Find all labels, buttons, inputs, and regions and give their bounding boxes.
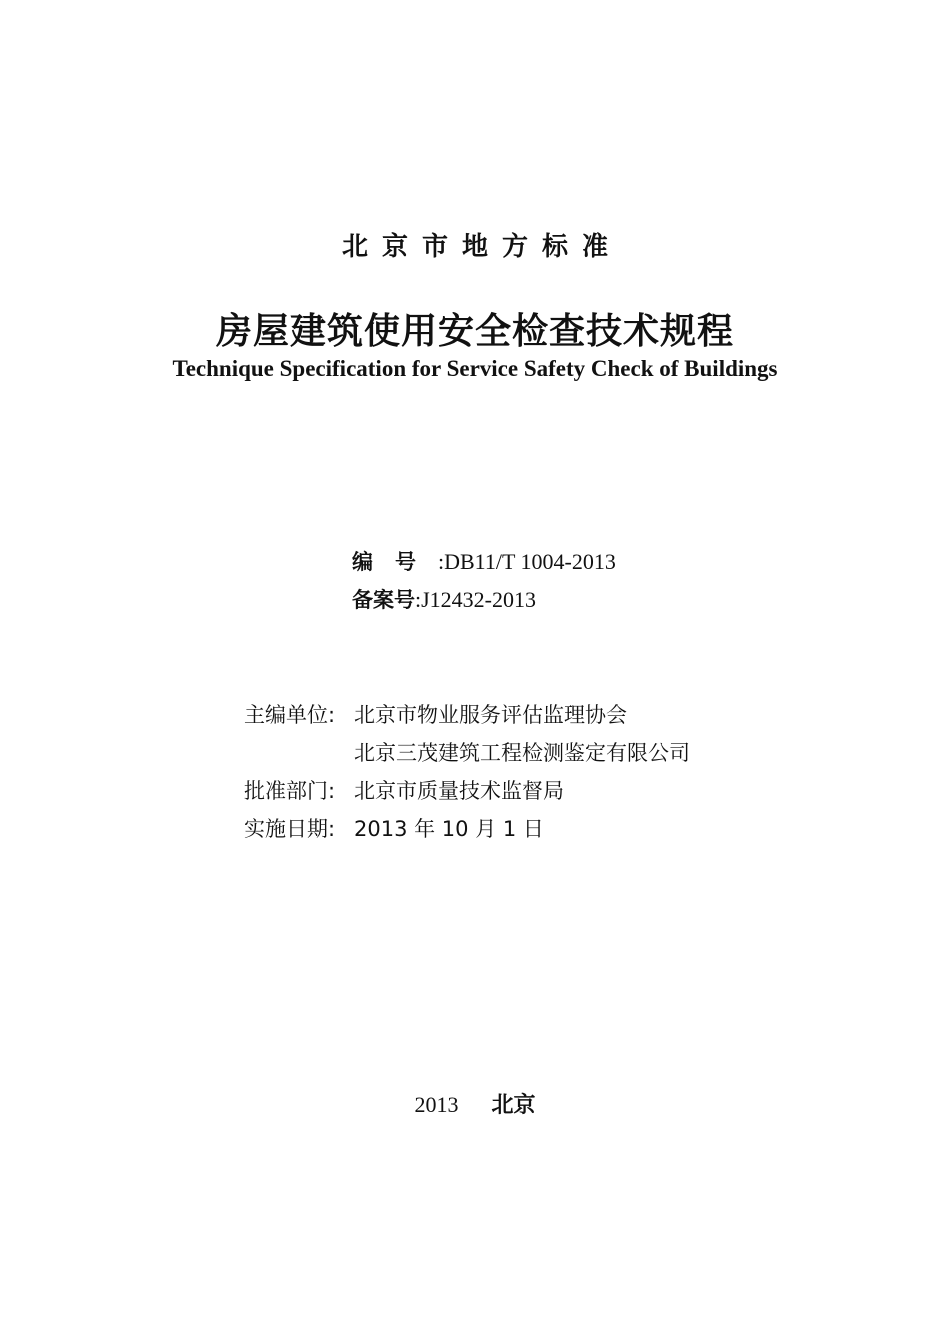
record-number-sep: : (415, 587, 422, 612)
record-number-row (352, 581, 616, 619)
editor-row-2 (244, 734, 690, 772)
publication-year: 2013 (414, 1092, 459, 1117)
standard-number-row (352, 543, 616, 581)
approver-row (244, 772, 690, 810)
editor-row (244, 696, 690, 734)
title-english: Technique Specification for Service Safety Check of Buildings (172, 356, 778, 381)
code-block (352, 543, 616, 619)
effective-date-value: 2013 年 10 月 1 日 (354, 817, 544, 841)
title-chinese: 房屋建筑使用安全检查技术规程 (215, 311, 734, 352)
standard-number-label: 编号 (352, 550, 438, 574)
editor-secondary: 北京三茂建筑工程检测鉴定有限公司 (354, 741, 690, 765)
record-number-label: 备案号 (352, 588, 415, 612)
publication-city: 北京 (491, 1093, 536, 1118)
editor-label: 主编单位: (244, 703, 336, 727)
effective-date-label: 实施日期: (244, 817, 336, 841)
info-block (244, 696, 690, 848)
record-number-value: J12432-2013 (421, 587, 537, 612)
editor-primary: 北京市物业服务评估监理协会 (354, 703, 627, 727)
approver-value: 北京市质量技术监督局 (354, 779, 564, 803)
standard-number-sep: : (438, 549, 445, 574)
effective-date-row (244, 810, 690, 848)
standard-number-value: DB11/T 1004-2013 (444, 549, 616, 574)
standard-category: 北京市地方标准 (341, 232, 622, 262)
publication-footer (0, 1088, 950, 1119)
approver-label: 批准部门: (244, 779, 336, 803)
